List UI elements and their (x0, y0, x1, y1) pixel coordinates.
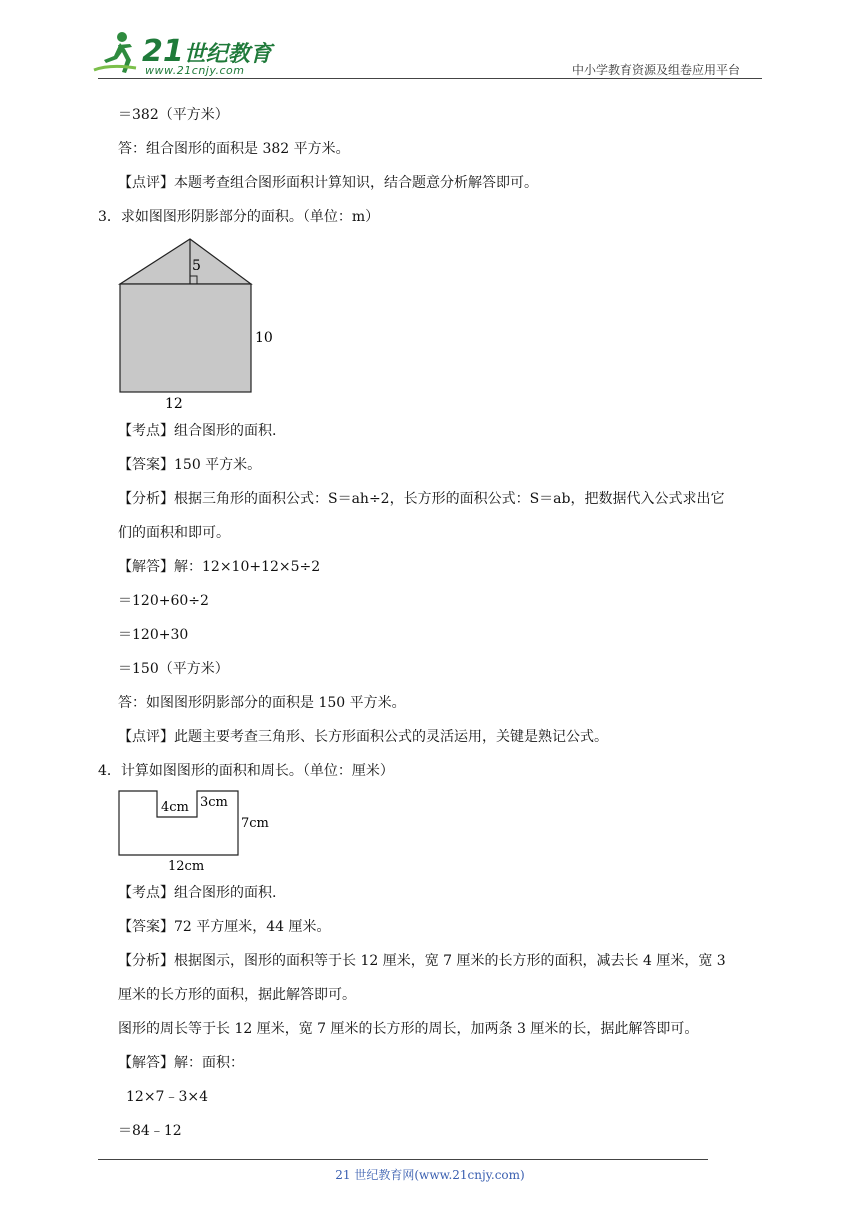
logo-text: 世纪教育 (183, 42, 272, 67)
solution-line: ＝150（平方米） (118, 661, 229, 677)
logo-number: 21 (142, 34, 184, 69)
rectangle-base-label: 12 (165, 396, 183, 412)
solution-line: 12×7﹣3×4 (126, 1089, 208, 1105)
analysis-line: 【分析】根据三角形的面积公式：S＝ah÷2，长方形的面积公式：S＝ab，把数据代入公式求出它 (118, 491, 725, 507)
comment-line: 【点评】此题主要考查三角形、长方形面积公式的灵活运用，关键是熟记公式。 (118, 729, 608, 745)
question-4-title: 4．计算如图图形的面积和周长。（单位：厘米） (98, 763, 394, 779)
notch-width-label: 4cm (161, 800, 189, 815)
footer-divider (98, 1159, 708, 1160)
solution-line: 【解答】解：面积： (118, 1055, 244, 1071)
solution-line: ＝84﹣12 (118, 1123, 182, 1139)
answer-line: 【答案】150 平方米。 (118, 457, 262, 473)
platform-name: 中小学教育资源及组卷应用平台 (572, 63, 741, 77)
shaded-triangle (120, 239, 251, 284)
solution-line: 答：如图图形阴影部分的面积是 150 平方米。 (118, 695, 406, 711)
text-line: 答：组合图形的面积是 382 平方米。 (118, 141, 350, 157)
figure-house-shape (110, 236, 290, 416)
comment-line: 【点评】本题考查组合图形面积计算知识，结合题意分析解答即可。 (118, 175, 538, 191)
base-label: 12cm (168, 859, 205, 874)
point-line: 【考点】组合图形的面积. (118, 885, 277, 901)
question-3-title: 3．求如图图形阴影部分的面积。（单位：m） (98, 209, 380, 225)
analysis-line: 厘米的长方形的面积，据此解答即可。 (118, 987, 356, 1003)
notch-depth-label: 3cm (200, 795, 228, 810)
analysis-line: 图形的周长等于长 12 厘米，宽 7 厘米的长方形的周长，加两条 3 厘米的长，据此解答即可。 (118, 1021, 699, 1037)
height-label: 7cm (241, 816, 269, 831)
solution-line: 【解答】解：12×10+12×5÷2 (118, 559, 321, 575)
header (0, 0, 860, 80)
runner-logo-icon (92, 30, 140, 76)
footer-link[interactable]: 21 世纪教育网(www.21cnjy.com) (335, 1168, 525, 1182)
point-line: 【考点】组合图形的面积. (118, 423, 277, 439)
answer-line: 【答案】72 平方厘米，44 厘米。 (118, 919, 331, 935)
analysis-line: 【分析】根据图示，图形的面积等于长 12 厘米，宽 7 厘米的长方形的面积，减去长 4 厘米，宽 3 (118, 953, 726, 969)
logo-url: www.21cnjy.com (145, 64, 245, 77)
figure-notched-rectangle (110, 784, 280, 874)
solution-line: ＝120+60÷2 (118, 593, 209, 609)
header-divider (98, 78, 762, 79)
text-line: ＝382（平方米） (118, 107, 229, 123)
triangle-height-label: 5 (192, 258, 201, 274)
shaded-rectangle (120, 284, 251, 392)
rectangle-side-label: 10 (255, 330, 273, 346)
analysis-line: 们的面积和即可。 (118, 525, 230, 541)
solution-line: ＝120+30 (118, 627, 189, 643)
